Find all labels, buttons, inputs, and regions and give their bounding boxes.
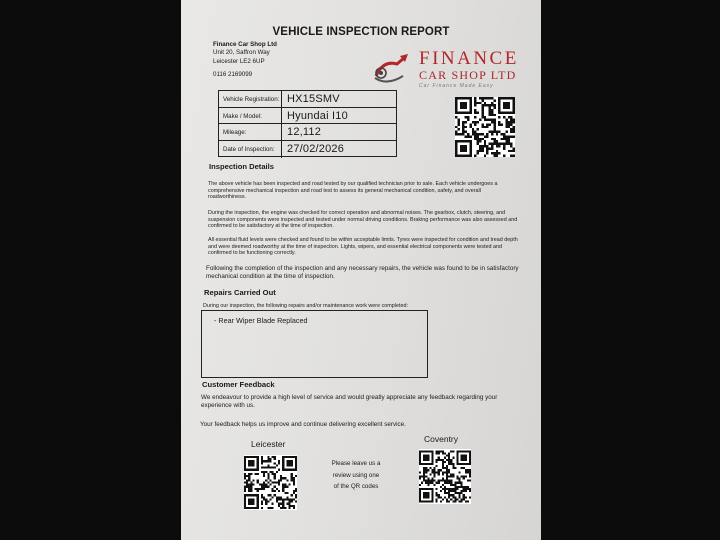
review-instructions-line-1: Please leave us a — [331, 460, 381, 467]
row-value: 12,112 — [287, 126, 322, 139]
row-value: 27/02/2026 — [287, 143, 345, 156]
coventry-label: Coventry — [424, 434, 459, 444]
logo-word-finance: FINANCE — [419, 48, 519, 69]
table-row — [219, 91, 396, 108]
company-logo — [373, 48, 523, 94]
inspection-report-page — [181, 0, 541, 540]
company-phone: 0116 2169099 — [213, 71, 253, 78]
inspection-paragraph-2: During the inspection, the engine was checked for correct operation and abnormal noises. The gearbox, clutch, steering, and suspension components were inspected and tested under normal driving conditions. Braking performance was also assessed and confirmed to be satisfactory at the time of inspection. — [208, 210, 518, 230]
row-label: Date of Inspection: — [219, 141, 282, 158]
review-instructions-line-2: review using one — [332, 471, 380, 479]
company-name: Finance Car Shop Ltd — [213, 41, 277, 48]
customer-feedback-heading: Customer Feedback — [202, 380, 275, 389]
logo-tagline: Car Finance Made Easy — [419, 83, 494, 89]
table-row — [219, 108, 396, 125]
row-label: Mileage: — [219, 124, 282, 140]
report-title: VEHICLE INSPECTION REPORT — [272, 26, 450, 38]
repairs-intro: During our inspection, the following repairs and/or maintenance work were completed: — [203, 303, 408, 309]
leicester-review-qr-code[interactable] — [244, 455, 297, 510]
car-arrow-logo-icon — [373, 52, 417, 86]
inspection-paragraph-4: Following the completion of the inspection and any necessary repairs, the vehicle was found to be in satisfactory mechanical condition at the time of inspection. — [206, 265, 519, 280]
table-row — [219, 141, 396, 158]
row-value: HX15SMV — [287, 93, 340, 105]
row-label: Make / Model: — [219, 108, 282, 124]
row-value: Hyundai I10 — [287, 109, 348, 122]
company-address-block — [213, 41, 277, 66]
address-line-1: Unit 20, Saffron Way — [213, 49, 270, 57]
row-label: Vehicle Registration: — [219, 91, 282, 107]
vehicle-details-table — [218, 90, 397, 157]
header-qr-code[interactable] — [455, 97, 515, 157]
review-instructions — [321, 458, 391, 493]
table-row — [219, 124, 396, 141]
feedback-paragraph-1: We endeavour to provide a high level of service and would greatly appreciate any feedback regarding your experience with us. — [201, 394, 498, 409]
feedback-paragraph-2: Your feedback helps us improve and continue delivering excellent service. — [200, 421, 406, 428]
leicester-label: Leicester — [251, 439, 286, 449]
inspection-paragraph-1: The above vehicle has been inspected and road tested by our qualified technician prior to sale. Each vehicle undergoes a comprehensive mechanical inspection and road test to assess its general mechanical condition, safety, and overall roadworthiness. — [208, 181, 498, 201]
inspection-details-heading: Inspection Details — [209, 162, 274, 171]
list-item: - Rear Wiper Blade Replaced — [214, 316, 308, 325]
inspection-paragraph-3: All essential fluid levels were checked and found to be within acceptable limits. Tyres were inspected for condition and tread depth and were deemed roadworthy at the time of inspection. Lights, wipers, and essential electrical components were tested and confirmed to be functioning correctly. — [208, 237, 518, 257]
review-instructions-line-3: of the QR codes — [333, 483, 379, 490]
address-line-2: Leicester LE2 6UP — [213, 57, 265, 65]
repairs-box — [201, 310, 428, 378]
repairs-heading: Repairs Carried Out — [204, 288, 276, 297]
coventry-review-qr-code[interactable] — [419, 449, 471, 504]
logo-word-car-shop: CAR SHOP LTD — [419, 68, 517, 82]
